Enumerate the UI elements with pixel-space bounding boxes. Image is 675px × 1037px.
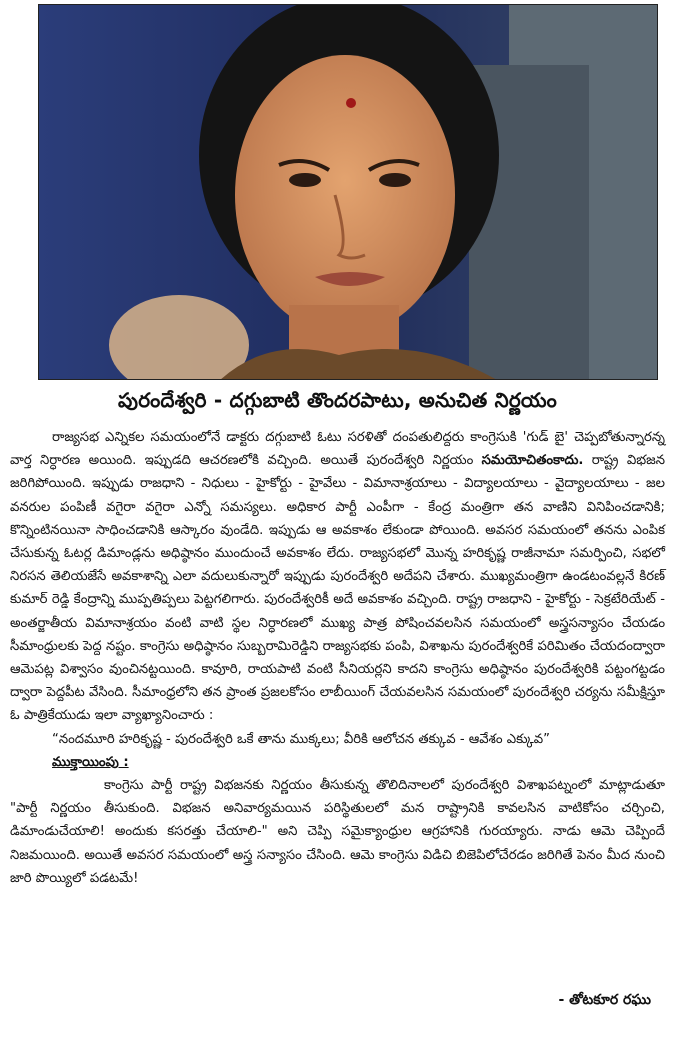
section-title: ముక్తాయింపు : — [52, 754, 129, 770]
author-byline: - తోటకూర రఘు — [558, 992, 651, 1008]
paragraph-1-bold: సమయోచితంకాదు. — [481, 453, 584, 469]
portrait-image — [39, 5, 658, 380]
headline: పురందేశ్వరి - దగ్గుబాటి తొందరపాటు, అనుచిత నిర్ణయం — [118, 388, 557, 412]
paragraph-1-rest: రాష్ట్ర విభజన జరిగిపోయింది. ఇప్పుడు రాజధాని - నిధులు - హైకోర్టు - హైవేలు - విమానాశ్రయాలు - విద్యాలయాలు - వైద్యాలయాలు - జల వనరుల పంపిణీ వగైరా వగైరా ఎన్నో సమస్యలు. అధికార పార్టీ ఎంపీగా - కేంద్ర మంత్రిగా తన వాణిని వినిపించడానికి; కొన్నింటినయినా సాధించడానికి ఆస్కారం వుండేది. ఇప్పుడు ఆ అవకాశం లేకుండా పోయింది. అవసర సమయంలో తనను ఎంపిక చేసుకున్న ఓటర్ల డిమాండ్లను అధిష్ఠానం ముందుంచే అవకాశం లేదు. రాజ్యసభలో మొన్న హరికృష్ణ రాజీనామా సమర్పించి, సభలో నిరసన తెలియజేసే అవకాశాన్ని ఎలా వదులుకున్నారో ఇప్పుడు పురందేశ్వరి అదేపని చేశారు. ముఖ్యమంత్రిగా ఉండటంవల్లనే కిరణ్ కుమార్ రెడ్డి కేంద్రాన్ని ముప్పతిప్పలు పెట్టగలిగారు. పురందేశ్వరికీ అదే అవకాశం వచ్చింది. రాష్ట్ర రాజధాని - హైకోర్టు - సెక్రటేరియేట్ - అంతర్జాతీయ విమానాశ్రయం వంటి వాటి స్థల నిర్ధారణలో ముఖ్య పాత్ర పోషించవలసిన సమయంలో అస్త్రసన్యాసం చేయడం సీమాంధ్రులకు పెద్ద నష్టం. కాంగ్రెసు అధిష్ఠానం సుబ్బరామిరెడ్డిని రాజ్యసభకు పంపి, విశాఖను పురందేశ్వరికే పరిమితం చేయదంద్వారా ఆమెపట్ల విశ్వాసం వుంచినట్టయింది. కావూరి, రాయపాటి వంటి సీనియర్లని కాదని కాంగ్రెసు అధిష్ఠానం పురందేశ్వరికి పట్టంగట్టడం ద్వారా పెద్దపీట వేసింది. సీమాంధ్రలోని తన ప్రాంత ప్రజలకోసం లాబీయింగ్ చేయవలసిన సమయంలో పురందేశ్వరి చర్యను సమీక్షిస్తూ ఓ పాత్రికేయుడు ఇలా వ్యాఖ్యానించారు : — [10, 453, 665, 724]
paragraph-1 — [10, 426, 665, 728]
paragraph-2: కాంగ్రెసు పార్టీ రాష్ట్ర విభజనకు నిర్ణయం తీసుకున్న తొలిదినాలలో పురందేశ్వరి విశాఖపట్నంలో మాట్లాడుతూ "పార్టీ నిర్ణయం తీసుకుంది. విభజన అనివార్యమయిన పరిస్థితులలో మన రాష్ట్రానికి కావలసిన వాటికోసం చర్చించి, డిమాండుచేయాలి! అందుకు కసరత్తు చేయాలి-" అని చెప్పి సమైక్యాంధ్రుల ఆగ్రహానికి గురయ్యారు. నాడు ఆమె చెప్పిందే నిజమయింది. అయితే అవసర సమయంలో అస్త్ర సన్యాసం చేసింది. ఆమె కాంగ్రెసు విడిచి బిజెపిలోచేరడం జరిగితే పెనం మీద నుంచి జారి పొయ్యిలో పడటమే! — [10, 778, 665, 886]
quote: “నందమూరి హరికృష్ణ - పురందేశ్వరి ఒకే తాను ముక్కలు; వీరికి ఆలోచన తక్కువ - ఆవేశం ఎక్కువ” — [52, 731, 550, 747]
paragraph-1-lead: రాజ్యసభ ఎన్నికల సమయంలోనే డాక్టరు దగ్గుబాటి ఓటు సరళితో దంపతులిద్దరు కాంగ్రెసుకి 'గుడ్ బై' చెప్పబోతున్నారన్న వార్త నిర్ధారణ అయింది. ఇప్పుడది ఆచరణలోకి వచ్చింది. అయితే పురందేశ్వరి నిర్ణయం — [10, 430, 665, 469]
article-photo — [38, 4, 658, 380]
article-body — [10, 426, 665, 890]
